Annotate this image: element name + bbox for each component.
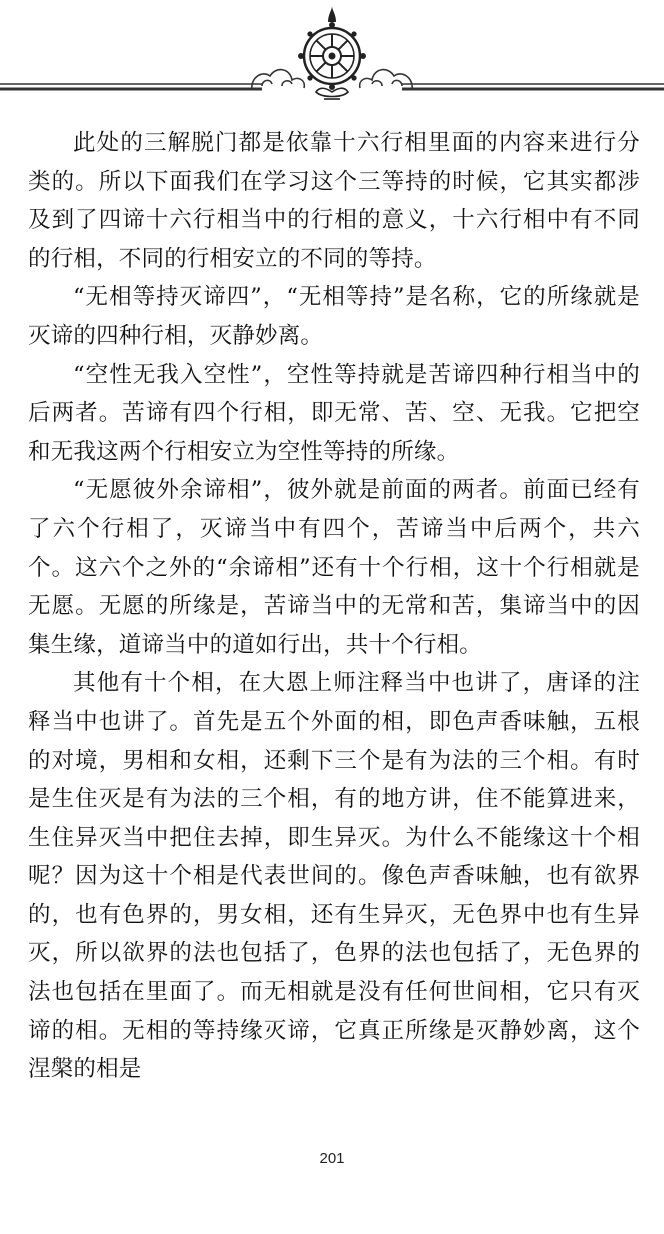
dharma-wheel-icon [298,6,366,99]
page-number: 201 [319,1150,345,1167]
paragraph: “无相等持灭谛四”，“无相等持”是名称，它的所缘就是灭谛的四种行相，灭静妙离。 [28,284,640,349]
paragraph: 其他有十个相，在大恩上师注释当中也讲了，唐译的注释当中也讲了。首先是五个外面的相，即色声香味触，五根的对境，男相和女相，还剩下三个是有为法的三个相。有时是生住灭是有为法的三个相，有的地方讲，住不能算进来，生住异灭当中把住去掉，即生异灭。为什么不能缘这十个相呢？因为这十个相是代表世间的。像色声香味触，也有欲界的，也有色界的，男女相，还有生异灭，无色界中也有生异灭，所以欲界的法也包括了，色界的法也包括了，无色界的法也包括在里面了。而无相就是没有任何世间相，它只有灭谛的相。无相的等持缘灭谛，它真正所缘是灭静妙离，这个涅槃的相是 [28,670,640,1083]
paragraph: “空性无我入空性”，空性等持就是苦谛四种行相当中的后两者。苦谛有四个行相，即无常、苦、空、无我。它把空和无我这两个行相安立为空性等持的所缘。 [28,361,640,465]
paragraph: “无愿彼外余谛相”，彼外就是前面的两者。前面已经有了六个行相了，灭谛当中有四个，苦谛当中后两个，共六个。这六个之外的“余谛相”还有十个行相，这十个行相就是无愿。无愿的所缘是，苦谛当中的无常和苦，集谛当中的因集生缘，道谛当中的道如行出，共十个行相。 [28,477,640,658]
header-ornament [0,0,664,110]
page-header [0,0,664,110]
main-text [28,124,640,1089]
cloud-scroll-icon [360,70,413,90]
cloud-scroll-icon [252,70,305,90]
paragraph: 此处的三解脱门都是依靠十六行相里面的内容来进行分类的。所以下面我们在学习这个三等持的时候，它其实都涉及到了四谛十六行相当中的行相的意义，十六行相中有不同的行相，不同的行相安立的不同的等持。 [28,130,640,272]
